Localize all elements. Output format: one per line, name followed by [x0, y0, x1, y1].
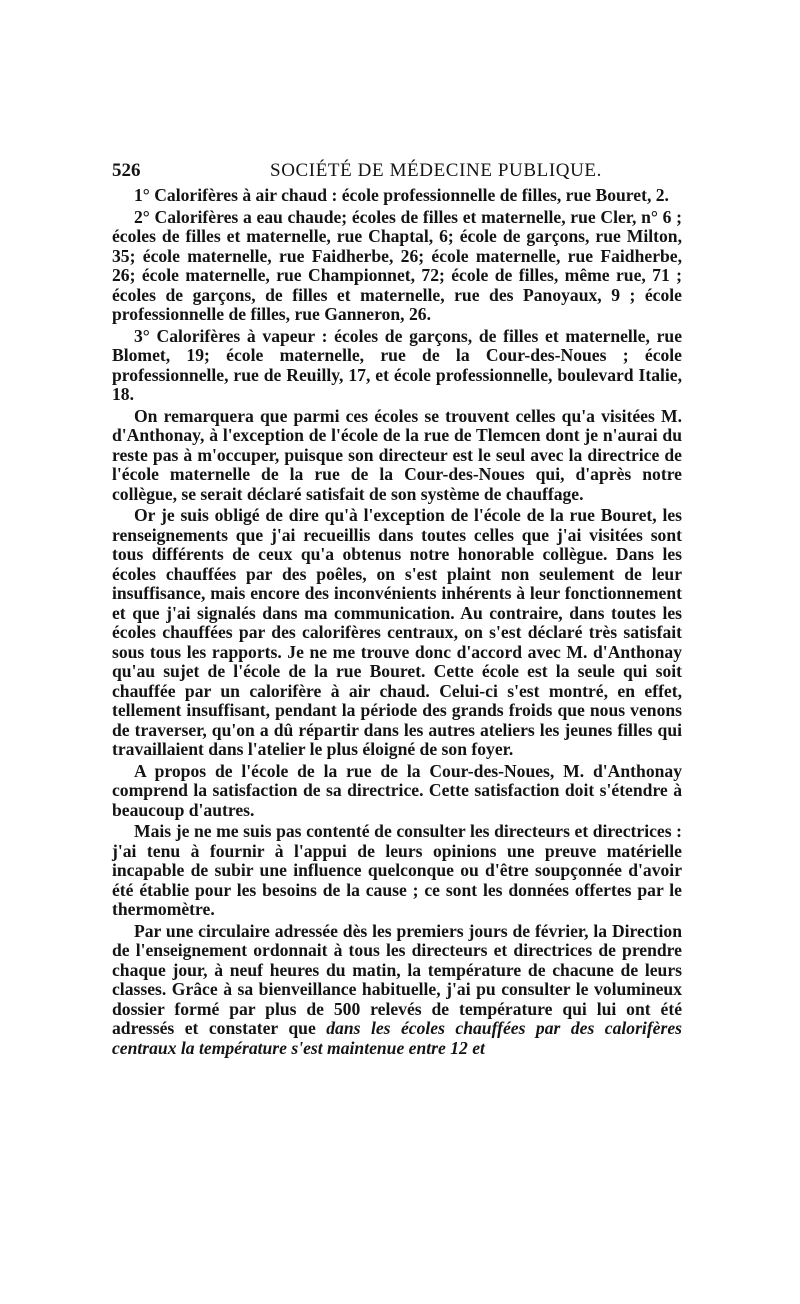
paragraph-thermometre: Mais je ne me suis pas contenté de consulter les directeurs et directrices : j'ai tenu à fournir à l'appui de leurs opinions une preuve matérielle incapable de subir une influence quelconque ou d'être soupçonnée d'avoir été établie pour les besoins de la cause ; ce sont les données offertes par le thermomètre. [112, 821, 682, 919]
circulaire-italic-text: dans les écoles chauffées par des calorifères centraux la température s'est maintenue entre 12 et [112, 1018, 682, 1058]
paragraph-cour-des-noues: A propos de l'école de la rue de la Cour-des-Noues, M. d'Anthonay comprend la satisfaction de sa directrice. Cette satisfaction doit s'étendre à beaucoup d'autres. [112, 760, 682, 820]
running-head [112, 158, 700, 184]
paragraph-visites-anthonay: On remarquera que parmi ces écoles se trouvent celles qu'a visitées M. d'Anthonay, à l'exception de l'école de la rue de Tlemcen dont je n'aurai du reste pas à m'occuper, puisque son directeur est le seul avec la directrice de l'école maternelle de la rue de la Cour-des-Noues qui, d'après notre collègue, se serait déclaré satisfait de son système de chauffage. [112, 405, 682, 504]
paragraph-circulaire [112, 922, 682, 1059]
circulaire-text: Par une circulaire adressée dès les premiers jours de février, la Direction de l'enseignement ordonnait à tous les directeurs et directrices de prendre chaque jour, à neuf heures du matin, la température de chacune de leurs classes. Grâce à sa bienveillance habituelle, j'ai pu consulter le volumineux dossier formé par plus de 500 relevés de température qui lui ont été adressés et constater que [112, 920, 682, 1038]
body-text [112, 186, 682, 1058]
page-number: 526 [112, 160, 141, 181]
paragraph-calorifere-vapeur: 3° Calorifères à vapeur : écoles de garçons, de filles et maternelle, rue Blomet, 19; école maternelle, rue de la Cour-des-Noues ; école professionnelle, rue de Reuilly, 17, et école professionnelle, boulevard Italie, 18. [112, 325, 682, 404]
journal-title: SOCIÉTÉ DE MÉDECINE PUBLIQUE. [270, 160, 602, 181]
paragraph-calorifere-eau-chaude: 2° Calorifères a eau chaude; écoles de filles et maternelle, rue Cler, n° 6 ; écoles de filles et maternelle, rue Chaptal, 6; école de garçons, rue Milton, 35; école maternelle, rue Faidherbe, 26; école maternelle, rue Faidherbe, 26; école maternelle, rue Championnet, 72; école de filles, même rue, 71 ; écoles de garçons, de filles et maternelle, rue des Panoyaux, 9 ; école professionnelle de filles, rue Ganneron, 26. [112, 206, 682, 324]
paragraph-renseignements: Or je suis obligé de dire qu'à l'exception de l'école de la rue Bouret, les renseignements que j'ai recueillis dans toutes celles que j'ai visitées sont tous différents de ceux qu'a obtenus notre honorable collègue. Dans les écoles chauffées par des poêles, on s'est plaint non seulement de leur insuffisance, mais encore des inconvénients inhérents à leur fonctionnement et que j'ai signalés dans ma communication. Au contraire, dans toutes les écoles chauffées par des calorifères centraux, on s'est déclaré très satisfait sous tous les rapports. Je ne me trouve donc d'accord avec M. d'Anthonay qu'au sujet de l'école de la rue Bouret. Cette école est la seule qui soit chauffée par un calorifère à air chaud. Celui-ci s'est montré, en effet, tellement insuffisant, pendant la période des grands froids que nous venons de traverser, qu'on a dû répartir dans les autres ateliers les jeunes filles qui travaillaient dans l'atelier le plus éloigné de son foyer. [112, 505, 682, 759]
paragraph-calorifere-air-chaud: 1° Calorifères à air chaud : école professionnelle de filles, rue Bouret, 2. [134, 185, 669, 205]
